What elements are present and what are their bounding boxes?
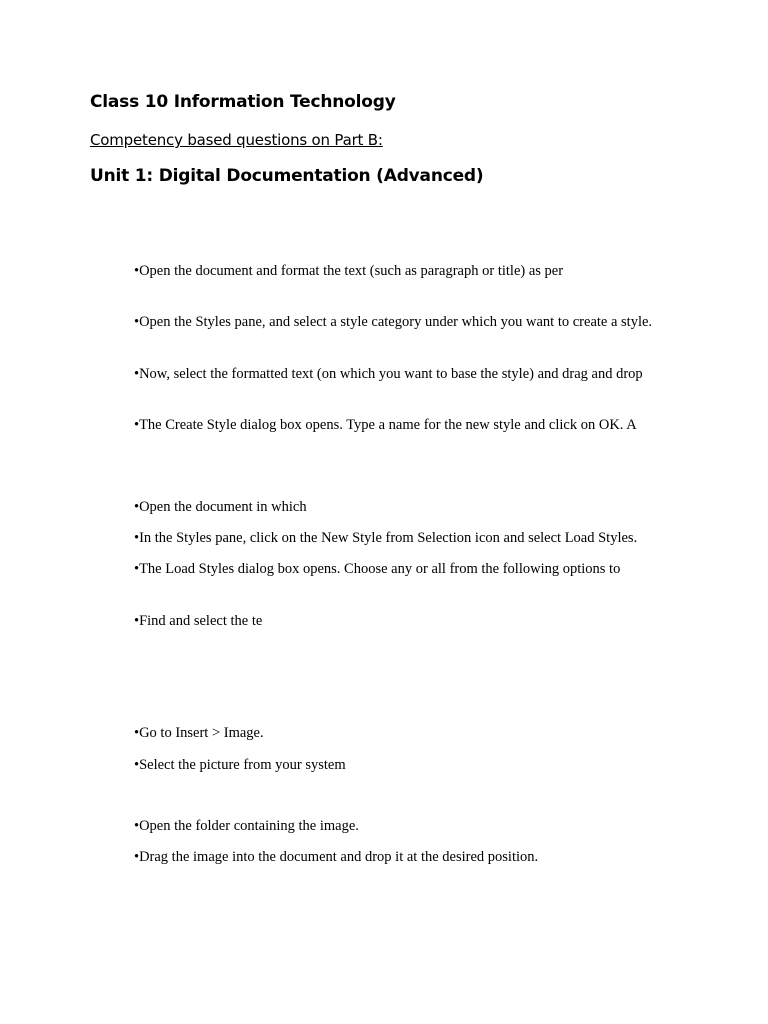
document-subtitle: Competency based questions on Part B: <box>90 131 383 149</box>
bullet-item: •Select the picture from your system <box>134 757 346 773</box>
bullet-item: •The Create Style dialog box opens. Type a name for the new style and click on OK. A <box>134 417 637 433</box>
bullet-item: •Find and select the te <box>134 613 263 629</box>
bullet-item: •Open the document in which <box>134 499 307 515</box>
bullet-item: •In the Styles pane, click on the New Style from Selection icon and select Load Styles. <box>134 530 638 546</box>
bullet-item: •Drag the image into the document and drop it at the desired position. <box>134 849 539 865</box>
bullet-item: •Go to Insert > Image. <box>134 725 264 741</box>
bullet-item: •The Load Styles dialog box opens. Choose any or all from the following options to <box>134 561 621 577</box>
unit-heading: Unit 1: Digital Documentation (Advanced) <box>90 166 484 186</box>
bullet-item: •Open the document and format the text (such as paragraph or title) as per <box>134 263 564 279</box>
document-title: Class 10 Information Technology <box>90 92 396 112</box>
bullet-item: •Open the folder containing the image. <box>134 818 359 834</box>
bullet-item: •Now, select the formatted text (on which you want to base the style) and drag and drop <box>134 366 643 382</box>
bullet-item: •Open the Styles pane, and select a style category under which you want to create a style. <box>134 314 653 330</box>
